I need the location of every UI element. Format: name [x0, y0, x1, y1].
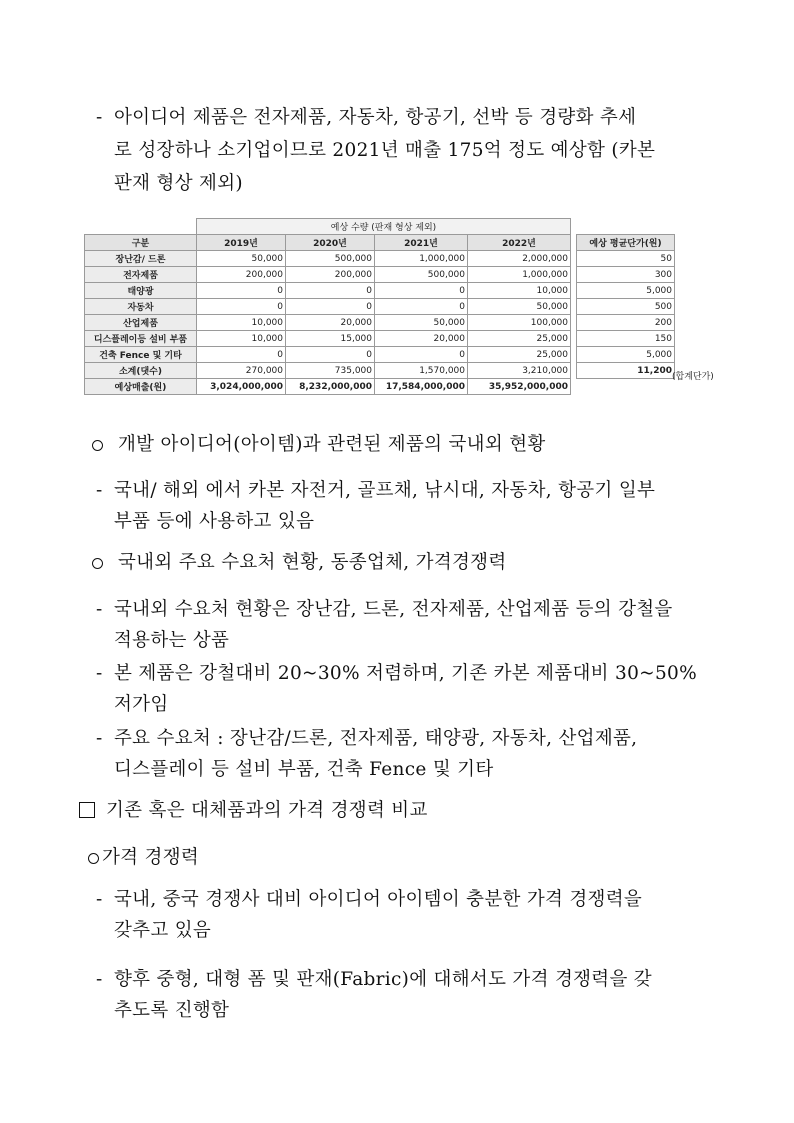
year-header: 2021년	[375, 235, 468, 251]
cell: 50,000	[197, 251, 286, 267]
cell: 15,000	[286, 331, 375, 347]
table-row	[85, 347, 675, 363]
cell: 20,000	[286, 315, 375, 331]
paragraph-line: 아이디어 제품은 전자제품, 자동차, 항공기, 선박 등 경량화 추세	[114, 107, 637, 128]
cell: 0	[286, 299, 375, 315]
cell: 100,000	[468, 315, 571, 331]
year-header: 2019년	[197, 235, 286, 251]
cell: 0	[286, 347, 375, 363]
cell: 35,952,000,000	[468, 379, 571, 395]
row-label: 태양광	[85, 283, 197, 299]
cell: 50,000	[375, 315, 468, 331]
cell: 3,024,000,000	[197, 379, 286, 395]
paragraph-line: 판재 형상 제외)	[114, 173, 243, 194]
cell: 3,210,000	[468, 363, 571, 379]
cell: 10,000	[468, 283, 571, 299]
cell: 0	[375, 347, 468, 363]
cell: 0	[197, 347, 286, 363]
row-label: 예상매출(원)	[85, 379, 197, 395]
section-heading: 기존 혹은 대체품과의 가격 경쟁력 비교	[106, 800, 428, 821]
table-row	[85, 315, 675, 331]
row-label: 전자제품	[85, 267, 197, 283]
paragraph-line: 디스플레이 등 설비 부품, 건축 Fence 및 기타	[114, 759, 494, 780]
list-dash: -	[96, 663, 103, 684]
cell: 10,000	[197, 331, 286, 347]
cell: 200,000	[197, 267, 286, 283]
cell: 8,232,000,000	[286, 379, 375, 395]
paragraph-line: 부품 등에 사용하고 있음	[114, 511, 315, 532]
list-dash: -	[96, 728, 103, 749]
cell: 2,000,000	[468, 251, 571, 267]
year-header: 2022년	[468, 235, 571, 251]
cell: 200,000	[286, 267, 375, 283]
paragraph-line: 향후 중형, 대형 폼 및 판재(Fabric)에 대해서도 가격 경쟁력을 갖	[114, 969, 652, 990]
cell: 735,000	[286, 363, 375, 379]
table-row	[85, 283, 675, 299]
paragraph-line: 갖추고 있음	[114, 920, 212, 941]
cell: 0	[286, 283, 375, 299]
section-heading: 국내외 주요 수요처 현황, 동종업체, 가격경쟁력	[118, 552, 507, 573]
price-cell: 300	[577, 267, 675, 283]
cell: 0	[375, 299, 468, 315]
price-cell: 5,000	[577, 347, 675, 363]
cell: 10,000	[197, 315, 286, 331]
cell: 25,000	[468, 331, 571, 347]
table-row	[85, 299, 675, 315]
square-bullet-icon	[79, 802, 95, 818]
cell: 1,000,000	[468, 267, 571, 283]
cell: 0	[375, 283, 468, 299]
cell: 1,570,000	[375, 363, 468, 379]
row-label: 자동차	[85, 299, 197, 315]
paragraph-line: 저가임	[114, 694, 169, 715]
cell: 17,584,000,000	[375, 379, 468, 395]
total-price-cell: 11,200	[577, 363, 675, 379]
cell: 500,000	[375, 267, 468, 283]
paragraph-line: 국내외 수요처 현황은 장난감, 드론, 전자제품, 산업제품 등의 강철을	[114, 599, 673, 620]
year-header: 2020년	[286, 235, 375, 251]
circle-bullet-icon	[88, 853, 99, 864]
table-row	[85, 267, 675, 283]
circle-bullet-icon	[92, 440, 103, 451]
cell: 0	[197, 299, 286, 315]
category-header: 구분	[85, 235, 197, 251]
list-dash: -	[96, 107, 103, 128]
subsection-heading: 가격 경쟁력	[102, 847, 200, 868]
paragraph-line: 추도록 진행함	[114, 1000, 230, 1021]
cell: 500,000	[286, 251, 375, 267]
paragraph-line: 적용하는 상품	[114, 630, 230, 651]
cell: 25,000	[468, 347, 571, 363]
list-dash: -	[96, 599, 103, 620]
list-dash: -	[96, 969, 103, 990]
list-dash: -	[96, 480, 103, 501]
cell: 1,000,000	[375, 251, 468, 267]
price-cell: 500	[577, 299, 675, 315]
price-cell: 50	[577, 251, 675, 267]
paragraph-line: 본 제품은 강철대비 20~30% 저렴하며, 기존 카본 제품대비 30~50%	[114, 663, 697, 684]
unit-price-header: 예상 평균단가(원)	[577, 235, 675, 251]
price-cell: 5,000	[577, 283, 675, 299]
price-cell: 150	[577, 331, 675, 347]
row-label: 건축 Fence 및 기타	[85, 347, 197, 363]
table-row	[85, 331, 675, 347]
cell: 50,000	[468, 299, 571, 315]
row-label: 소계(댓수)	[85, 363, 197, 379]
table-row	[85, 251, 675, 267]
sales-row	[85, 379, 675, 395]
total-price-note: (합계단가)	[672, 372, 714, 382]
circle-bullet-icon	[92, 558, 103, 569]
paragraph-line: 국내, 중국 경쟁사 대비 아이디어 아이템이 충분한 가격 경쟁력을	[114, 889, 643, 910]
list-dash: -	[96, 889, 103, 910]
cell: 0	[197, 283, 286, 299]
row-label: 장난감/ 드론	[85, 251, 197, 267]
quantity-group-header: 예상 수량 (판재 형상 제외)	[197, 219, 571, 235]
section-heading: 개발 아이디어(아이템)과 관련된 제품의 국내외 현황	[118, 434, 546, 455]
row-label: 산업제품	[85, 315, 197, 331]
cell: 20,000	[375, 331, 468, 347]
paragraph-line: 주요 수요처 : 장난감/드론, 전자제품, 태양광, 자동차, 산업제품,	[114, 728, 638, 749]
price-cell: 200	[577, 315, 675, 331]
row-label: 디스플레이등 설비 부품	[85, 331, 197, 347]
paragraph-line: 국내/ 해외 에서 카본 자전거, 골프채, 낚시대, 자동차, 항공기 일부	[114, 480, 656, 501]
sales-estimate-table	[84, 218, 675, 395]
cell: 270,000	[197, 363, 286, 379]
subtotal-row	[85, 363, 675, 379]
paragraph-line: 로 성장하나 소기업이므로 2021년 매출 175억 정도 예상함 (카본	[114, 140, 656, 161]
